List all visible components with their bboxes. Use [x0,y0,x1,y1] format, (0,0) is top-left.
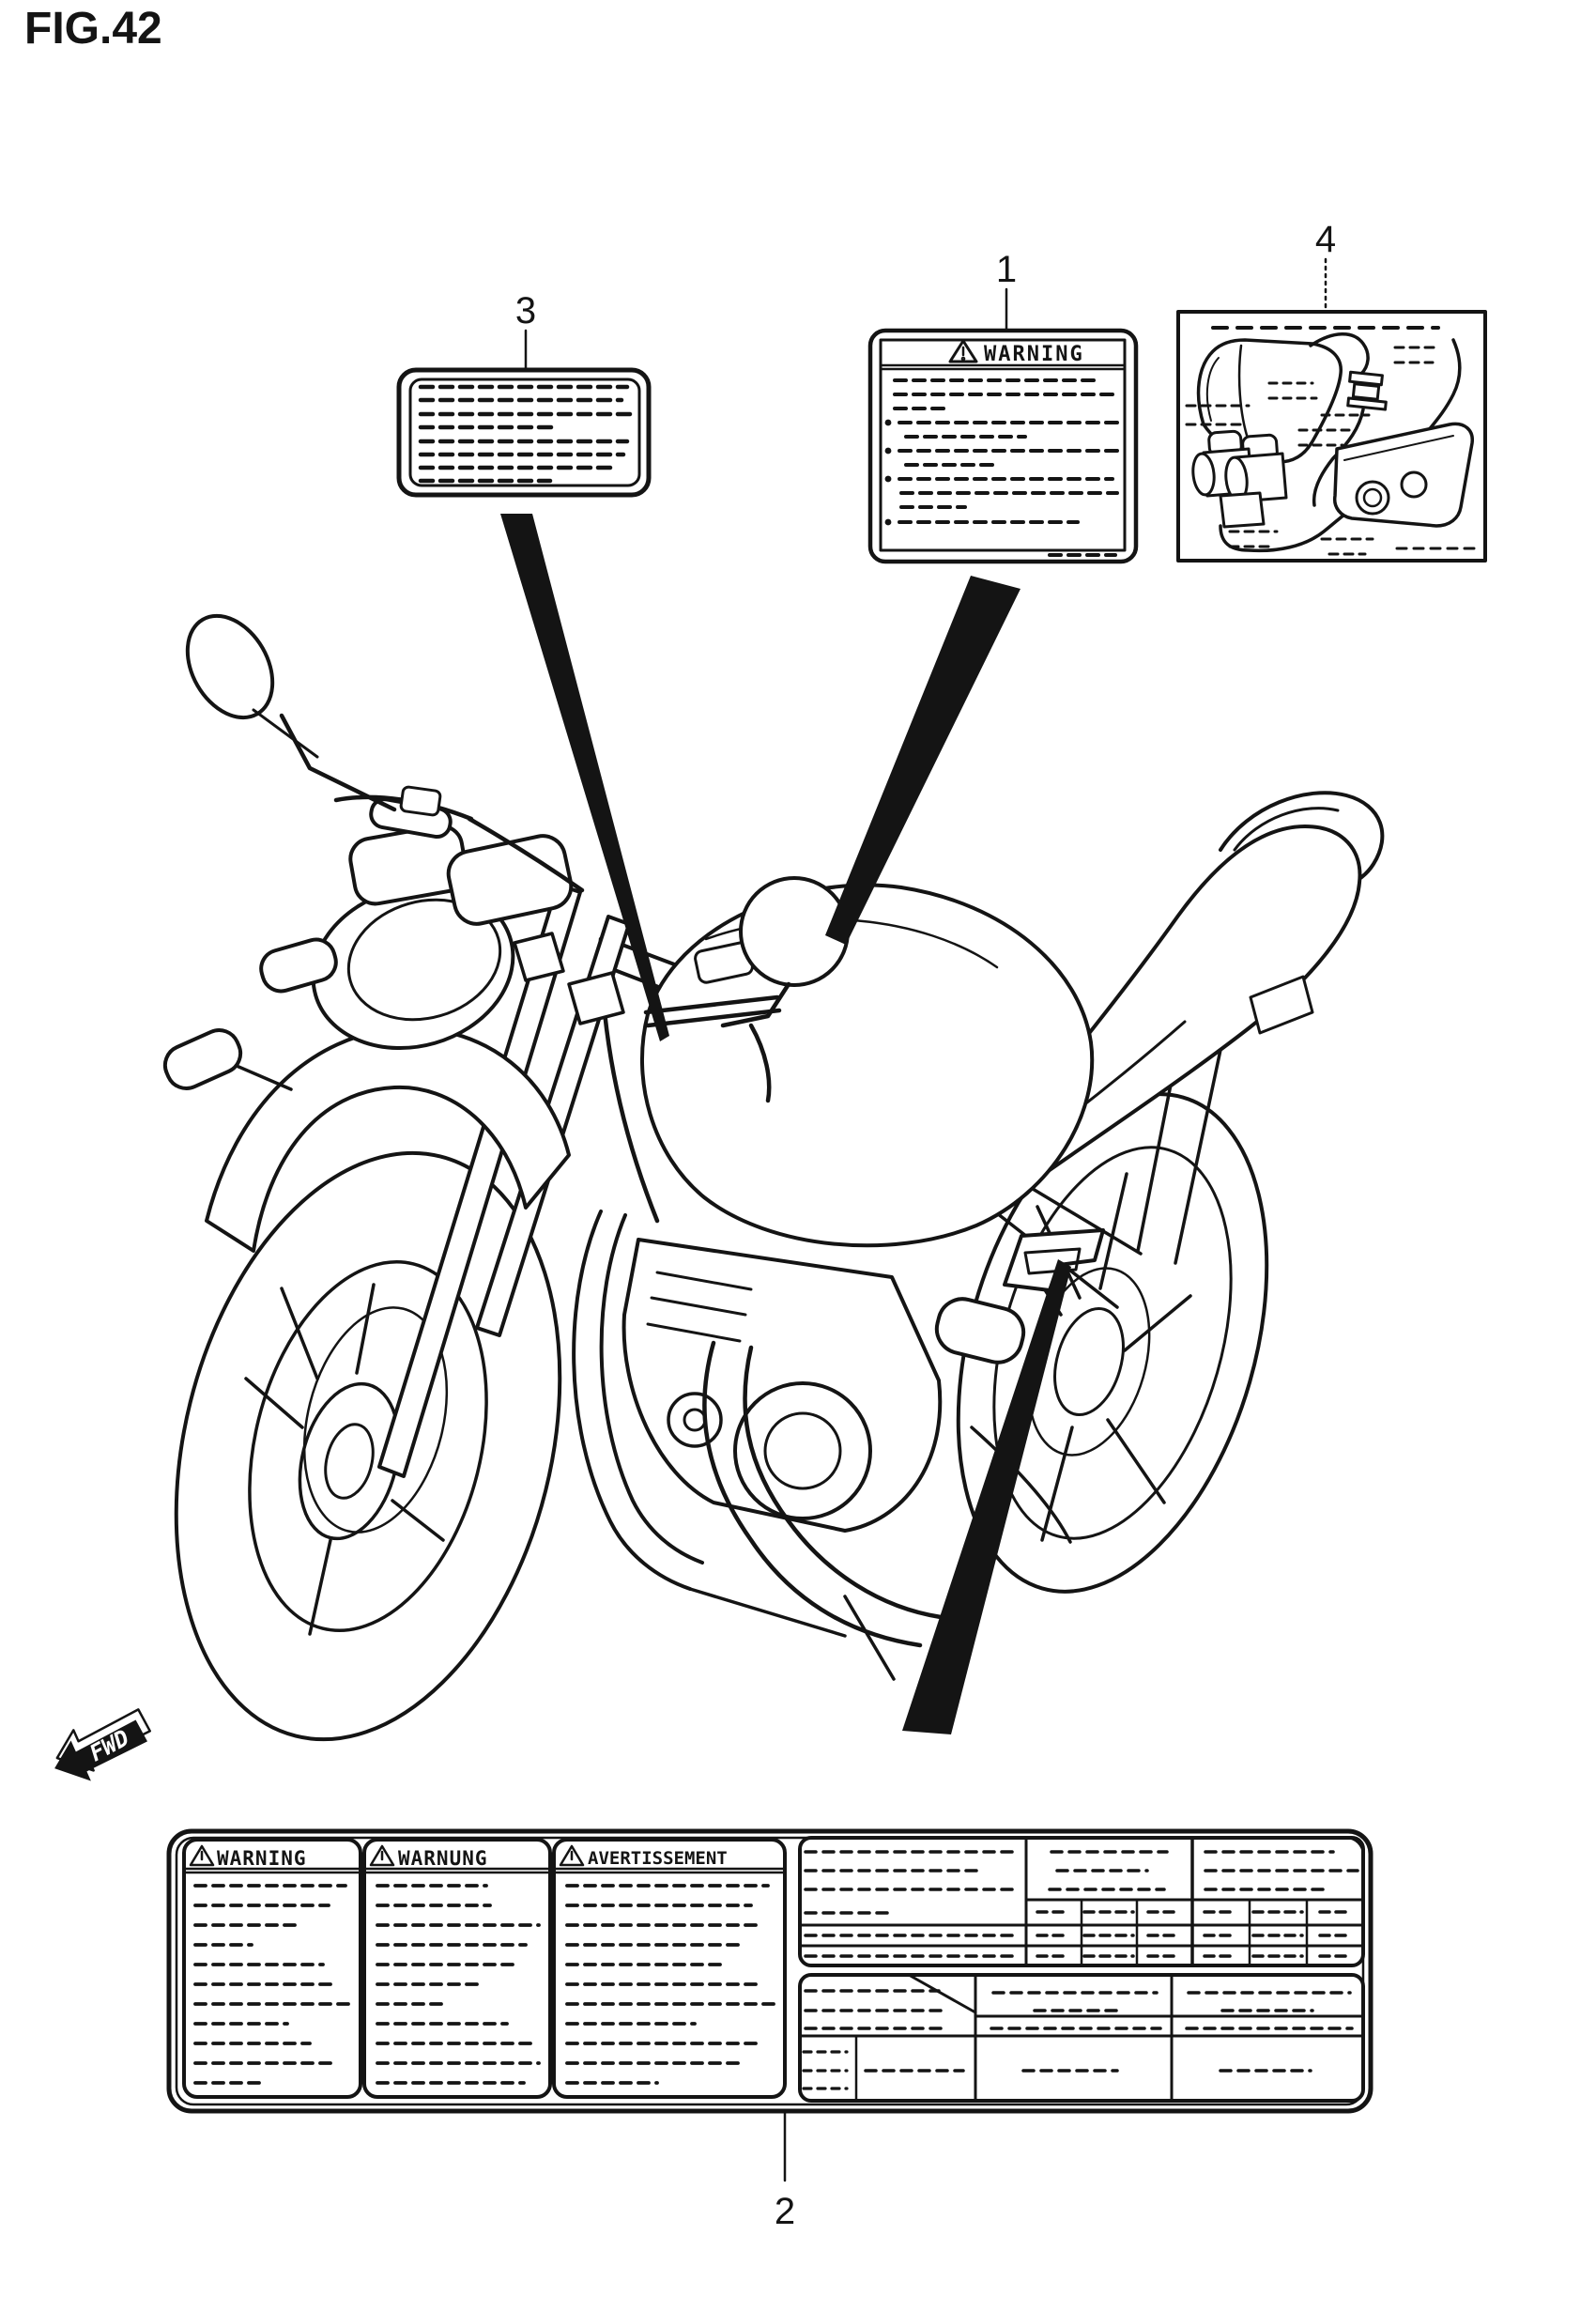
label-2-heading-fr: AVERTISSEMENT [588,1848,728,1869]
warning-triangle-icon [191,1846,213,1865]
label-1-dash-text [885,380,1117,555]
label-2-column-warning [184,1840,361,2097]
mirror-left [170,601,394,809]
callout-4 [1315,219,1336,310]
label-2-table-bottom [800,1975,1363,2101]
reflector-lower-left [159,1024,247,1094]
callout-3-number: 3 [514,290,537,331]
callout-1 [996,249,1017,331]
fwd-direction-marker [43,1702,159,1792]
figure-title: FIG.42 [24,4,162,54]
label-1-warning-label [870,331,1136,562]
callout-4-number: 4 [1314,219,1337,260]
warning-triangle-icon [950,341,976,362]
callout-2-number: 2 [774,2191,796,2232]
label-2-heading-en: WARNING [217,1847,307,1870]
label-2-column-avertissement [554,1840,785,2097]
label-2-table-top [800,1838,1363,1965]
label-2-column-warnung [364,1840,550,2097]
label-3-dash-text [421,387,631,481]
callout-2 [775,2111,795,2232]
motorcycle-illustration [118,601,1383,1780]
label-1-heading: WARNING [984,343,1084,366]
leader-wedge-label1 [825,576,1021,945]
label-2-columns-dash-text [195,1886,774,2083]
label-4-schematic [1191,334,1472,551]
callout-3 [515,290,536,370]
label-2-info-label [169,1831,1371,2111]
fwd-text: FWD [84,1724,134,1767]
label-3-handlebar-label [399,370,649,495]
warning-triangle-icon [560,1846,583,1865]
warning-triangle-icon [371,1846,393,1865]
label-2-heading-de: WARNUNG [398,1847,488,1870]
table-bottom-dash-text [804,1991,1352,2089]
rear-bracket [931,1294,1028,1368]
front-wheel [118,1112,618,1780]
label-4-hose-routing-label [1178,312,1485,561]
engine [624,1240,941,1531]
callout-1-number: 1 [995,249,1018,290]
